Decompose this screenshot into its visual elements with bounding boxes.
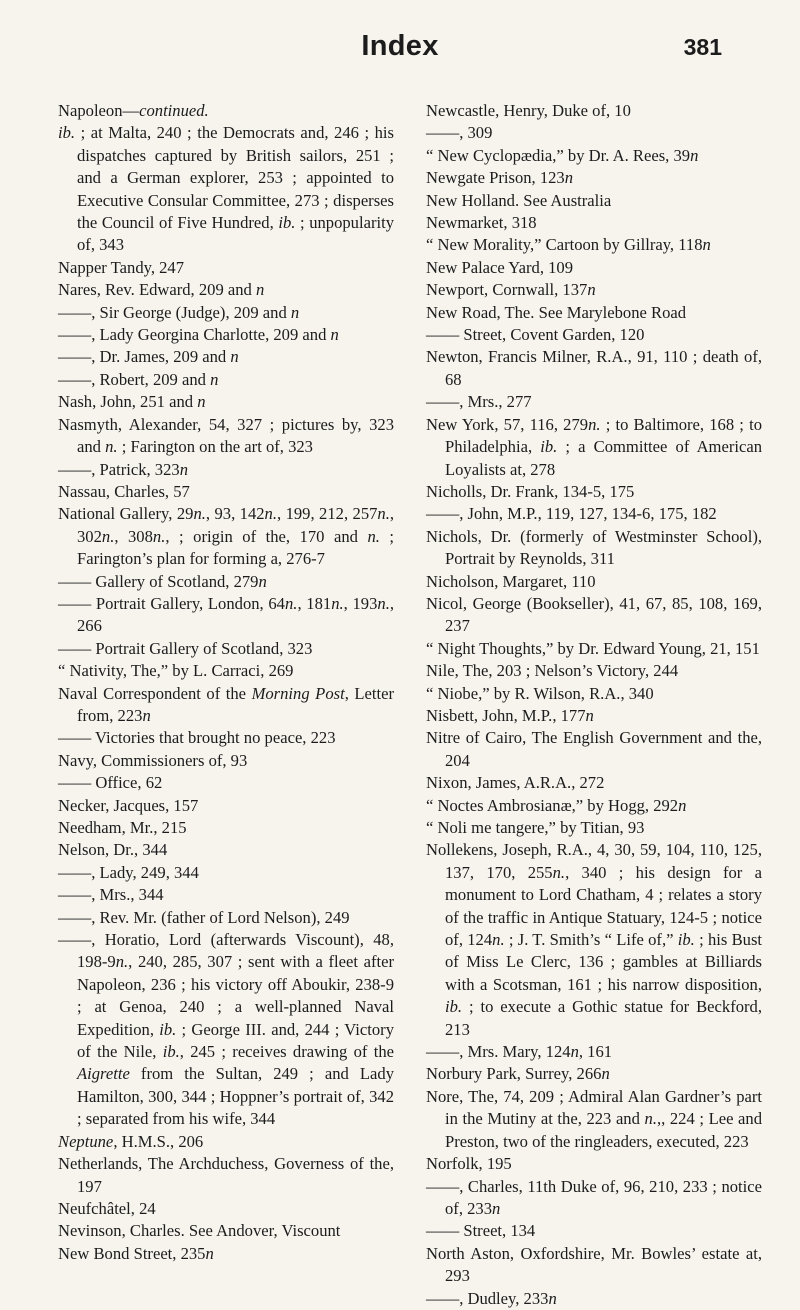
- index-entry: North Aston, Oxfordshire, Mr. Bowles’ estate at, 293: [426, 1243, 762, 1286]
- index-entry: “ New Cyclopædia,” by Dr. A. Rees, 39n: [426, 145, 699, 165]
- index-entry: “ Nativity, The,” by L. Carraci, 269: [58, 661, 294, 681]
- index-entry: Naval Correspondent of the Morning Post, Letter from, 223n: [58, 683, 394, 725]
- index-entry: Napper Tandy, 247: [58, 257, 185, 277]
- index-entry: —— Portrait Gallery, London, 64n., 181n., 193n., 266: [58, 593, 394, 636]
- index-entry: Newcastle, Henry, Duke of, 10: [426, 101, 631, 120]
- index-entry: Napoleon—continued.: [58, 101, 209, 120]
- index-entry: Newmarket, 318: [426, 213, 537, 233]
- index-entry: ——, Lady, 249, 344: [58, 862, 199, 882]
- index-entry: New Road, The. See Marylebone Road: [426, 302, 687, 322]
- index-entry: Nash, John, 251 and n: [58, 392, 206, 412]
- index-column-right: [426, 100, 762, 1310]
- index-entry: Nicholson, Margaret, 110: [426, 571, 596, 591]
- index-entry: Nevinson, Charles. See Andover, Viscount: [58, 1221, 341, 1241]
- index-entry: Nicol, George (Bookseller), 41, 67, 85, 108, 169, 237: [426, 593, 762, 636]
- page-title: Index: [361, 30, 439, 62]
- index-entry: ——, 309: [426, 123, 493, 143]
- index-entry: Nixon, James, A.R.A., 272: [426, 773, 605, 793]
- index-entry: New Bond Street, 235n: [58, 1243, 214, 1263]
- index-entry: ib. ; at Malta, 240 ; the Democrats and, 246 ; his dispatches captured by British sailors, 251 ; and a German explorer, 253 ; appointed to Executive Consular Committee, 273 ; disperses the Council of Five Hundred, ib. ; unpopularity of, 343: [58, 123, 394, 255]
- index-entry: Norbury Park, Surrey, 266n: [426, 1064, 610, 1084]
- index-entry: Nitre of Cairo, The English Government and the, 204: [426, 728, 762, 770]
- index-entry: —— Gallery of Scotland, 279n: [58, 571, 267, 591]
- index-entry: Nisbett, John, M.P., 177n: [426, 705, 594, 725]
- index-entry: ——, John, M.P., 119, 127, 134-6, 175, 182: [426, 504, 717, 524]
- index-entry: New Holland. See Australia: [426, 190, 612, 210]
- index-entry: “ Night Thoughts,” by Dr. Edward Young, 21, 151: [426, 638, 760, 658]
- index-entry: ——, Rev. Mr. (father of Lord Nelson), 249: [58, 907, 350, 927]
- index-entry: Navy, Commissioners of, 93: [58, 750, 248, 770]
- index-entry: Neptune, H.M.S., 206: [58, 1131, 204, 1151]
- index-entry: —— Street, Covent Garden, 120: [426, 325, 645, 345]
- index-entry: ——, Dudley, 233n: [426, 1288, 557, 1308]
- index-entry: ——, Lady Georgina Charlotte, 209 and n: [58, 325, 339, 345]
- index-entry: Newgate Prison, 123n: [426, 168, 574, 188]
- index-entry: —— Victories that brought no peace, 223: [58, 728, 336, 748]
- index-entry: ——, Mrs. Mary, 124n, 161: [426, 1042, 613, 1062]
- index-entry: Nicholls, Dr. Frank, 134-5, 175: [426, 481, 635, 501]
- index-entry: ——, Robert, 209 and n: [58, 369, 219, 389]
- index-entry: Nile, The, 203 ; Nelson’s Victory, 244: [426, 661, 679, 681]
- index-entry: ——, Mrs., 277: [426, 392, 532, 412]
- index-entry: Needham, Mr., 215: [58, 818, 187, 837]
- index-entry: ——, Patrick, 323n: [58, 459, 188, 479]
- index-entry: “ Niobe,” by R. Wilson, R.A., 340: [426, 683, 654, 703]
- index-entry: ——, Mrs., 344: [58, 885, 164, 905]
- index-entry: Neufchâtel, 24: [58, 1198, 156, 1218]
- index-entry: Netherlands, The Archduchess, Governess of the, 197: [58, 1154, 394, 1196]
- index-entry: Necker, Jacques, 157: [58, 795, 199, 815]
- index-entry: Nichols, Dr. (formerly of Westminster School), Portrait by Reynolds, 311: [426, 526, 762, 569]
- index-entry: ——, Horatio, Lord (afterwards Viscount), 48, 198-9n., 240, 285, 307 ; sent with a fleet after Napoleon, 236 ; his victory off Aboukir, 238-9 ; at Genoa, 240 ; a well-planned Naval Expedition, ib. ; George III. and, 244 ; Victory of the Nile, ib., 245 ; receives drawing of the Aigrette from the Sultan, 249 ; and Lady Hamilton, 300, 344 ; Hoppner’s portrait of, 342 ; separated from his wife, 344: [58, 930, 394, 1129]
- index-entry: ——, Dr. James, 209 and n: [58, 347, 239, 367]
- index-entry: “ New Morality,” Cartoon by Gillray, 118n: [426, 235, 711, 255]
- index-entry: —— Street, 134: [426, 1221, 536, 1241]
- index-entry: Nasmyth, Alexander, 54, 327 ; pictures by, 323 and n. ; Farington on the art of, 323: [58, 414, 394, 457]
- index-entry: New Palace Yard, 109: [426, 257, 574, 277]
- index-entry: ——, Charles, 11th Duke of, 96, 210, 233 ; notice of, 233n: [426, 1176, 762, 1218]
- page-number: 381: [683, 34, 722, 60]
- index-column-left: [58, 100, 394, 1265]
- index-entry: “ Noli me tangere,” by Titian, 93: [426, 818, 645, 837]
- index-entry: Newton, Francis Milner, R.A., 91, 110 ; death of, 68: [426, 347, 762, 389]
- index-entry: National Gallery, 29n., 93, 142n., 199, 212, 257n., 302n., 308n., ; origin of the, 170 and n. ; Farington’s plan for forming a, 276-7: [58, 504, 395, 569]
- page-header: [0, 30, 800, 70]
- index-entry: Newport, Cornwall, 137n: [426, 280, 596, 300]
- index-entry: Norfolk, 195: [426, 1154, 512, 1174]
- index-entry: Nares, Rev. Edward, 209 and n: [58, 280, 265, 300]
- index-entry: Nassau, Charles, 57: [58, 481, 190, 501]
- index-entry: —— Office, 62: [58, 773, 163, 793]
- index-entry: Nelson, Dr., 344: [58, 840, 168, 860]
- index-entry: Nore, The, 74, 209 ; Admiral Alan Gardner’s part in the Mutiny at the, 223 and n.,, 224 ; Lee and Preston, two of the ringleaders, executed, 223: [426, 1086, 762, 1151]
- index-entry: ——, Sir George (Judge), 209 and n: [58, 302, 300, 322]
- index-entry: New York, 57, 116, 279n. ; to Baltimore, 168 ; to Philadelphia, ib. ; a Committee of American Loyalists at, 278: [426, 414, 762, 479]
- index-entry: —— Portrait Gallery of Scotland, 323: [58, 638, 313, 658]
- index-entry: Nollekens, Joseph, R.A., 4, 30, 59, 104, 110, 125, 137, 170, 255n., 340 ; his design for a monument to Lord Chatham, 4 ; relates a story of the traffic in Antique Statuary, 124-5 ; notice of, 124n. ; J. T. Smith’s “ Life of,” ib. ; his Bust of Miss Le Clerc, 136 ; gambles at Billiards with a Scotsman, 161 ; his narrow disposition, ib. ; to execute a Gothic statue for Beckford, 213: [426, 840, 763, 1039]
- index-entry: “ Noctes Ambrosianæ,” by Hogg, 292n: [426, 795, 687, 815]
